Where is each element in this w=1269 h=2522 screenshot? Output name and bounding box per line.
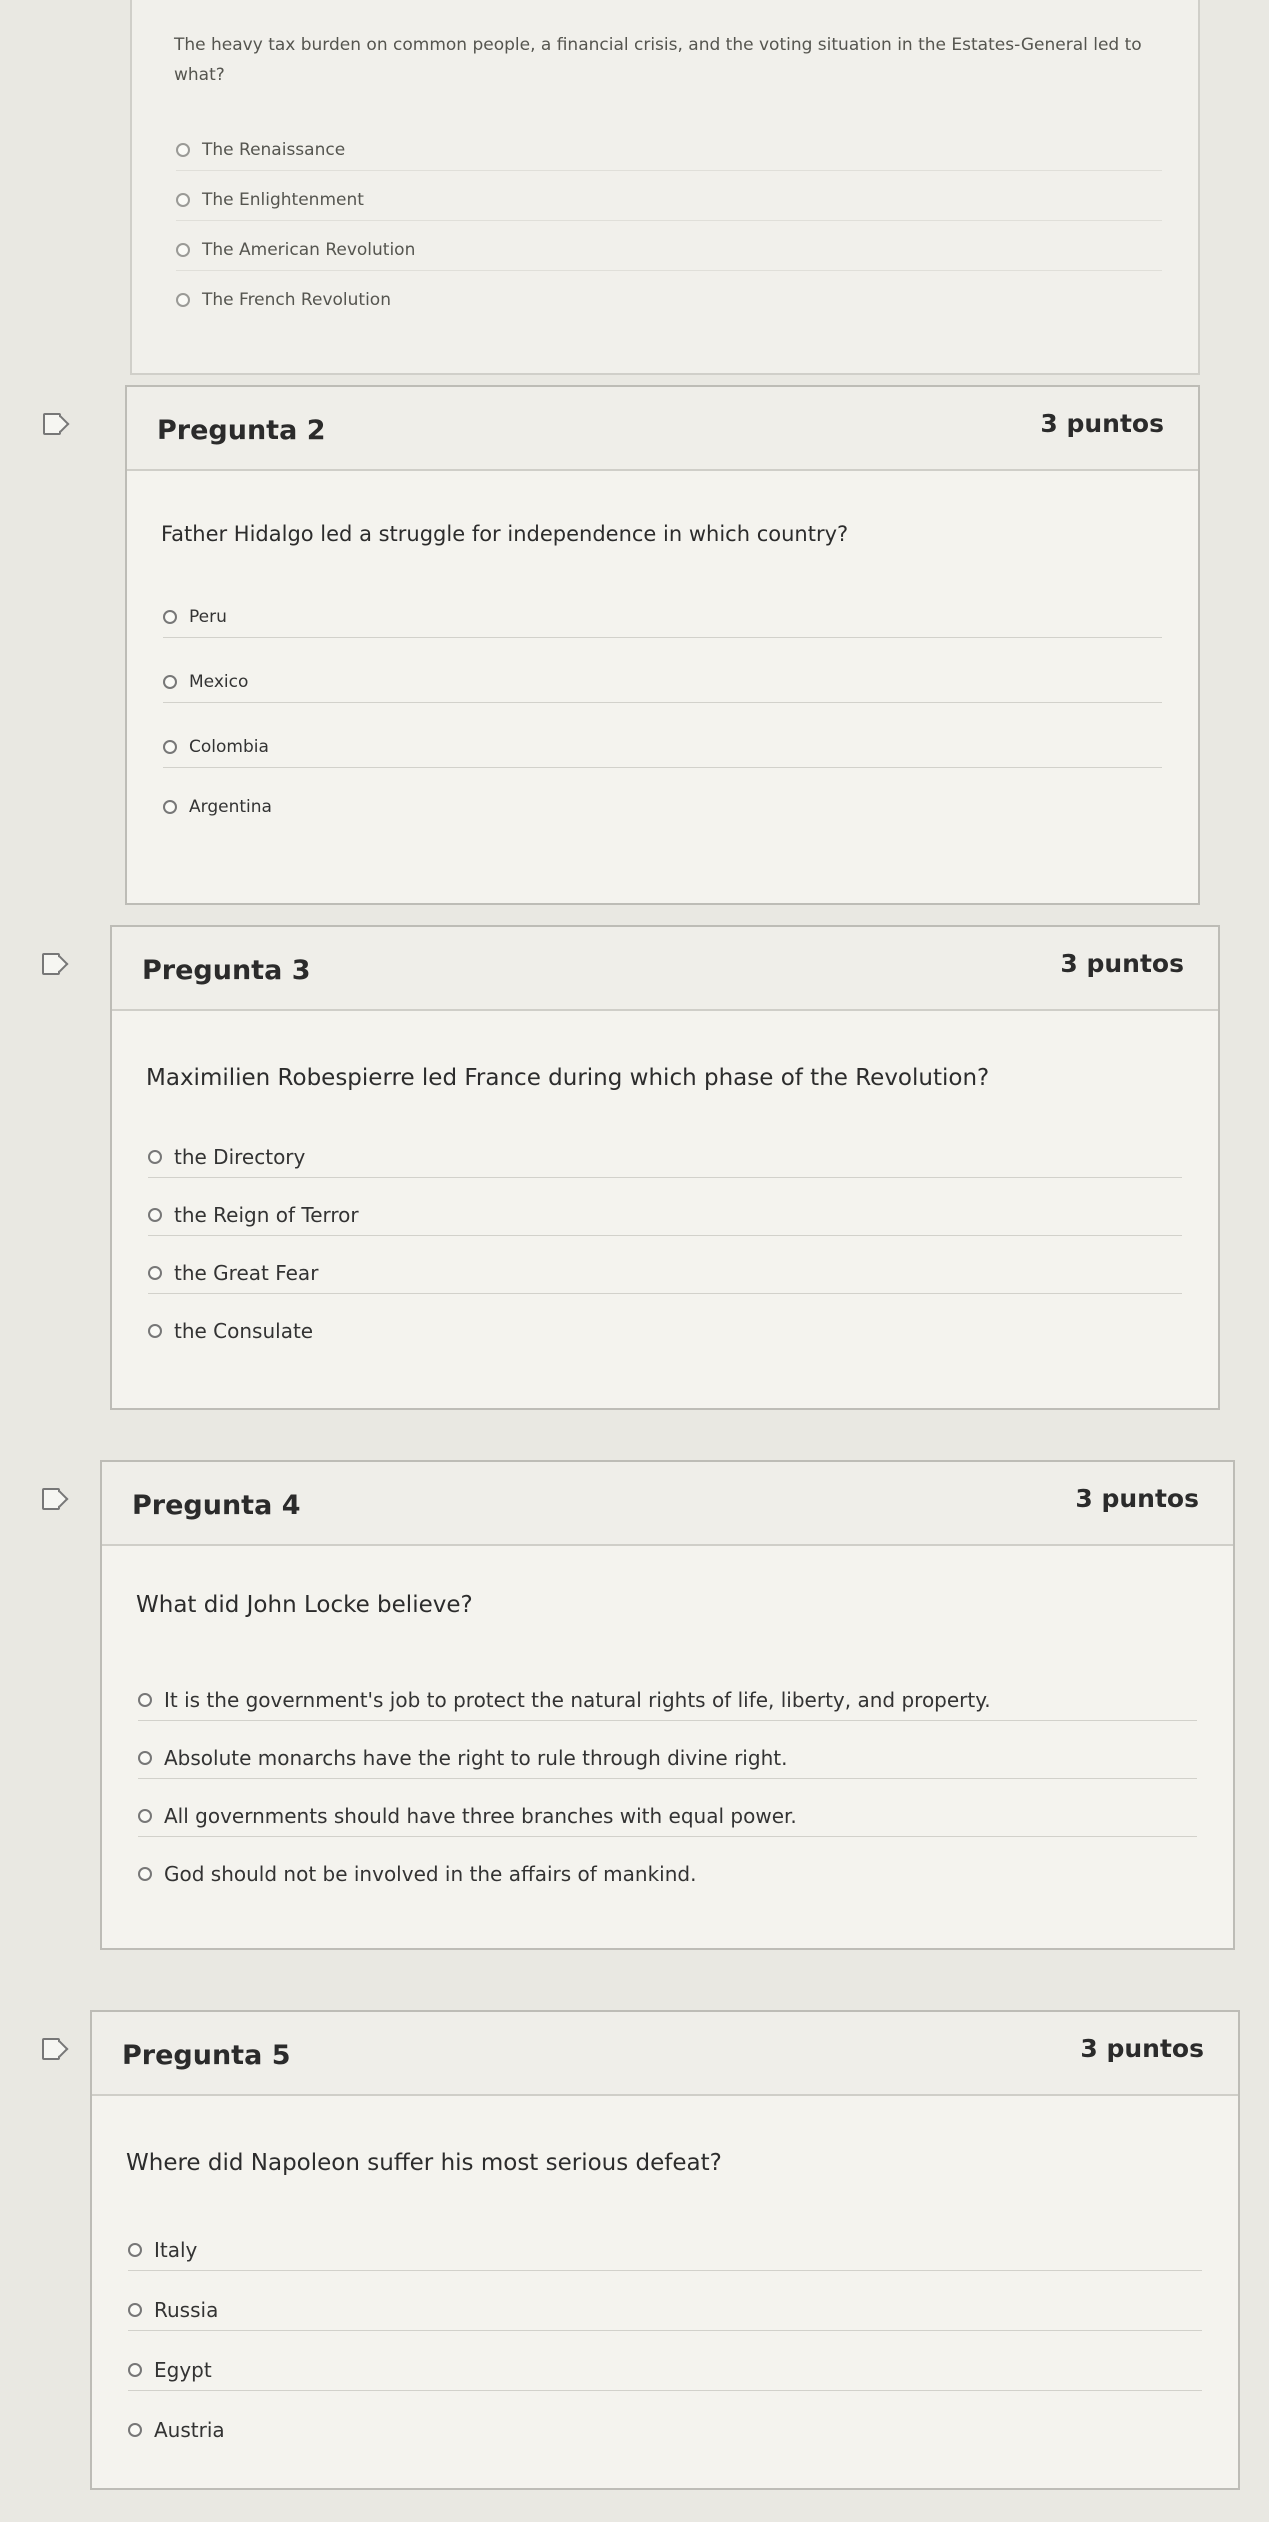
question-card-4 bbox=[100, 1460, 1235, 1950]
radio-icon bbox=[128, 2303, 142, 2317]
option-label: Italy bbox=[154, 2238, 198, 2262]
radio-icon bbox=[163, 800, 177, 814]
question-text: The heavy tax burden on common people, a financial crisis, and the voting situation in the Estates-General led to what? bbox=[174, 35, 1142, 85]
option-label: Russia bbox=[154, 2298, 219, 2322]
option-radio[interactable] bbox=[128, 2290, 1202, 2331]
option-radio[interactable] bbox=[128, 2230, 1202, 2271]
option-radio[interactable] bbox=[138, 1738, 1197, 1779]
option-label: Austria bbox=[154, 2418, 225, 2442]
option-radio[interactable] bbox=[138, 1854, 1197, 1894]
option-label: The Renaissance bbox=[202, 140, 346, 160]
option-label: Absolute monarchs have the right to rule through divine right. bbox=[164, 1746, 788, 1770]
option-radio[interactable] bbox=[176, 230, 1162, 271]
radio-icon bbox=[148, 1150, 162, 1164]
question-card-5 bbox=[90, 2010, 1240, 2490]
radio-icon bbox=[148, 1324, 162, 1338]
option-radio[interactable] bbox=[138, 1680, 1197, 1721]
option-radio[interactable] bbox=[176, 130, 1162, 171]
option-label: All governments should have three branches with equal power. bbox=[164, 1804, 797, 1828]
option-radio[interactable] bbox=[163, 662, 1162, 703]
radio-icon bbox=[176, 243, 190, 257]
question-title: Pregunta 4 bbox=[132, 1490, 301, 1521]
option-label: Argentina bbox=[189, 797, 272, 817]
option-radio[interactable] bbox=[138, 1796, 1197, 1837]
option-label: Peru bbox=[189, 607, 227, 627]
option-label: The American Revolution bbox=[202, 240, 416, 260]
radio-icon bbox=[138, 1751, 152, 1765]
option-radio[interactable] bbox=[148, 1195, 1182, 1236]
option-label: Mexico bbox=[189, 672, 249, 692]
option-label: the Consulate bbox=[174, 1319, 314, 1343]
option-label: The Enlightenment bbox=[202, 190, 364, 210]
radio-icon bbox=[148, 1208, 162, 1222]
option-radio[interactable] bbox=[128, 2410, 1202, 2450]
flag-icon[interactable] bbox=[42, 953, 60, 975]
option-radio[interactable] bbox=[163, 787, 1162, 827]
radio-icon bbox=[138, 1867, 152, 1881]
option-label: The French Revolution bbox=[202, 290, 391, 310]
radio-icon bbox=[128, 2243, 142, 2257]
radio-icon bbox=[128, 2423, 142, 2437]
question-header bbox=[92, 2012, 1238, 2096]
option-label: the Directory bbox=[174, 1145, 306, 1169]
question-header bbox=[112, 927, 1218, 1011]
flag-icon[interactable] bbox=[42, 2038, 60, 2060]
radio-icon bbox=[138, 1809, 152, 1823]
option-radio[interactable] bbox=[176, 180, 1162, 221]
question-header bbox=[127, 387, 1198, 471]
question-points: 3 puntos bbox=[1075, 1484, 1199, 1513]
option-label: Egypt bbox=[154, 2358, 212, 2382]
radio-icon bbox=[148, 1266, 162, 1280]
flag-icon[interactable] bbox=[43, 413, 61, 435]
question-text: Father Hidalgo led a struggle for independence in which country? bbox=[161, 522, 849, 546]
radio-icon bbox=[176, 143, 190, 157]
option-label: Colombia bbox=[189, 737, 269, 757]
radio-icon bbox=[176, 293, 190, 307]
option-radio[interactable] bbox=[163, 727, 1162, 768]
radio-icon bbox=[128, 2363, 142, 2377]
question-points: 3 puntos bbox=[1080, 2034, 1204, 2063]
question-title: Pregunta 5 bbox=[122, 2040, 291, 2071]
radio-icon bbox=[163, 740, 177, 754]
question-title: Pregunta 2 bbox=[157, 415, 326, 446]
radio-icon bbox=[163, 675, 177, 689]
option-radio[interactable] bbox=[148, 1253, 1182, 1294]
option-radio[interactable] bbox=[148, 1311, 1182, 1351]
option-radio[interactable] bbox=[176, 280, 1162, 320]
flag-icon[interactable] bbox=[42, 1488, 60, 1510]
question-card-3 bbox=[110, 925, 1220, 1410]
option-label: It is the government's job to protect the natural rights of life, liberty, and property. bbox=[164, 1688, 991, 1712]
question-text: What did John Locke believe? bbox=[136, 1592, 473, 1618]
question-header bbox=[102, 1462, 1233, 1546]
question-points: 3 puntos bbox=[1060, 949, 1184, 978]
question-card-1 bbox=[130, 0, 1200, 375]
option-radio[interactable] bbox=[163, 597, 1162, 638]
question-text: Maximilien Robespierre led France during which phase of the Revolution? bbox=[146, 1065, 990, 1091]
option-radio[interactable] bbox=[148, 1137, 1182, 1178]
radio-icon bbox=[163, 610, 177, 624]
radio-icon bbox=[176, 193, 190, 207]
question-card-2 bbox=[125, 385, 1200, 905]
question-title: Pregunta 3 bbox=[142, 955, 311, 986]
option-radio[interactable] bbox=[128, 2350, 1202, 2391]
question-text: Where did Napoleon suffer his most serious defeat? bbox=[126, 2150, 722, 2176]
option-label: the Reign of Terror bbox=[174, 1203, 359, 1227]
option-label: the Great Fear bbox=[174, 1261, 319, 1285]
radio-icon bbox=[138, 1693, 152, 1707]
option-label: God should not be involved in the affairs of mankind. bbox=[164, 1862, 697, 1886]
question-points: 3 puntos bbox=[1040, 409, 1164, 438]
